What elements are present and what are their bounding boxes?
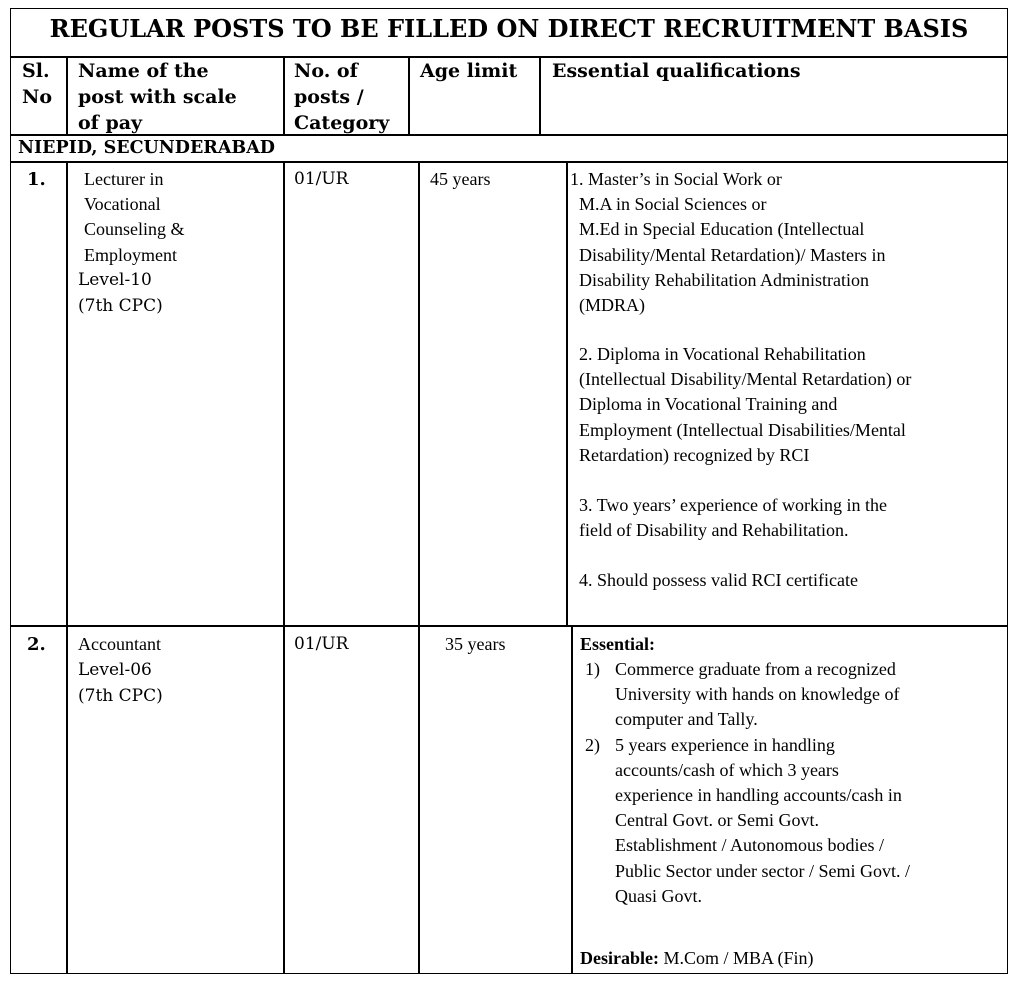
section-heading: NIEPID, SECUNDERABAD (18, 138, 275, 158)
row2-post-name: Accountant (78, 634, 161, 654)
row2-item-1-marker: 1) (585, 659, 600, 679)
row1-post-name: Lecturer in Vocational Counseling & Employment (84, 169, 185, 265)
row2-sl: 2. (27, 634, 46, 655)
rule-col4-row2 (571, 625, 573, 974)
row1-age: 45 years (430, 169, 491, 189)
rule-col1-header (66, 56, 68, 135)
row1-qualification-4: 4. Should possess valid RCI certificate (579, 570, 858, 590)
col-header-qualifications: Essential qualifications (552, 60, 801, 82)
row2-age: 35 years (445, 634, 506, 654)
rule-col4-header (539, 56, 541, 135)
rule-col2-header (283, 56, 285, 135)
rule-col2-body (283, 161, 285, 974)
rule-col3-header (408, 56, 410, 135)
row2-desirable-label: Desirable: (580, 948, 659, 968)
row1-sl: 1. (27, 169, 46, 190)
row1-qualification-3: 3. Two years’ experience of working in the field of Disability and Rehabilitation. (579, 495, 887, 541)
row1-posts: 01/UR (294, 169, 349, 189)
rule-col4-row1 (566, 161, 568, 626)
row2-posts: 01/UR (294, 634, 349, 654)
row2-desirable-value: M.Com / MBA (Fin) (658, 948, 814, 968)
row1-qualification-1: 1. Master’s in Social Work or M.A in Social Sciences or M.Ed in Special Education (Intellectual Disability/Mental Retardation)/ Masters in Disability Rehabilitation Administration (MDRA) (570, 169, 886, 316)
row2-item-2: 2) 5 years experience in handling accounts/cash of which 3 years experience in handling accounts/cash in Central Govt. or Semi Govt. Establishment / Autonomous bodies / Public Sector under sector / Semi Govt. / Quasi Govt. (585, 734, 910, 906)
col-header-posts: No. of posts / Category (294, 60, 390, 134)
row2-item-2-marker: 2) (585, 734, 600, 755)
rule-row1-bottom (10, 625, 1008, 627)
row2-desirable (580, 946, 814, 971)
row1-pay-level: Level-10 (7th CPC) (78, 270, 163, 316)
row2-essential-list (585, 657, 910, 909)
page-title: REGULAR POSTS TO BE FILLED ON DIRECT RECRUITMENT BASIS (49, 14, 969, 43)
rule-col1-body (66, 161, 68, 974)
row2-essential-label: Essential: (580, 634, 656, 654)
rule-col3-body (418, 161, 420, 974)
row2-item-1: 1) Commerce graduate from a recognized University with hands on knowledge of computer and Tally. (585, 659, 900, 730)
col-header-post-name: Name of the post with scale of pay (78, 60, 237, 134)
rule-section-bottom (10, 161, 1008, 163)
col-header-age: Age limit (420, 60, 518, 82)
row2-pay-level: Level-06 (7th CPC) (78, 660, 163, 706)
row1-qualification-2: 2. Diploma in Vocational Rehabilitation (Intellectual Disability/Mental Retardation) or Diploma in Vocational Training and Employment (Intellectual Disabilities/Mental Retardation) recognized by RCI (579, 344, 912, 465)
col-header-sl: Sl. No (22, 60, 53, 108)
